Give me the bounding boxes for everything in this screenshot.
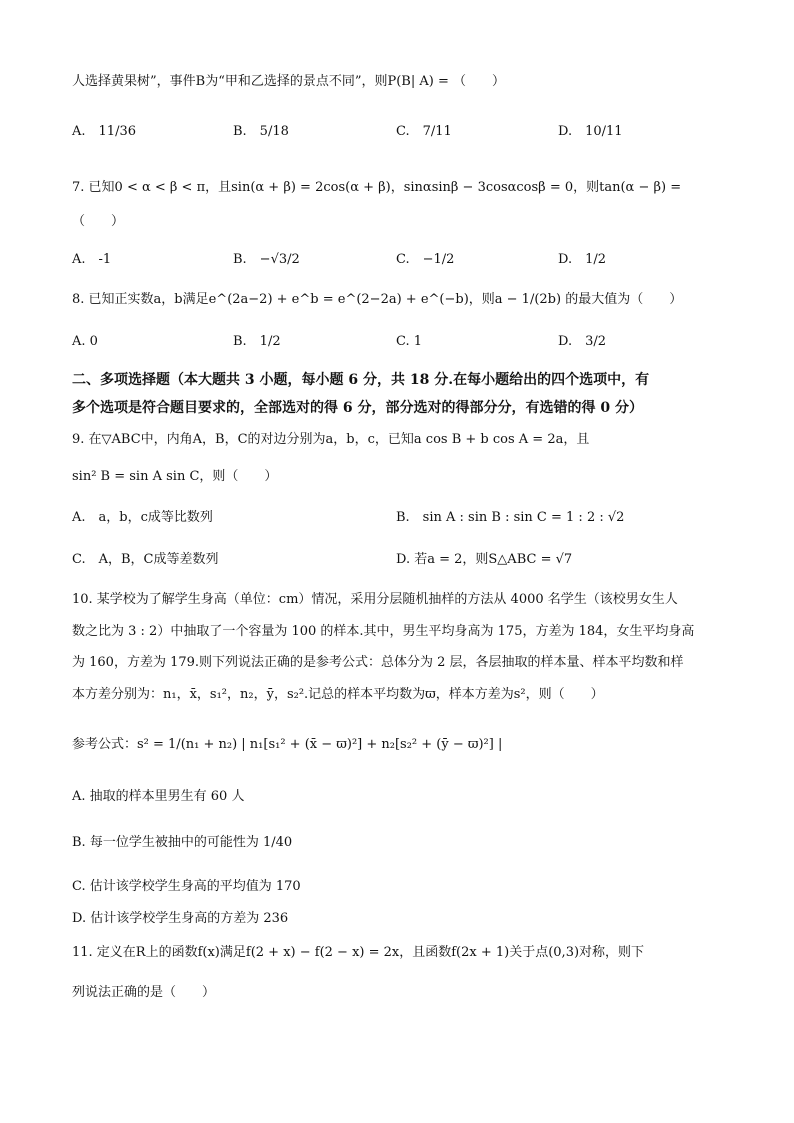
- q9-stem-line2: sin² B = sin A sin C，则（ ）: [72, 469, 278, 484]
- q7-option-b: B. −√3/2: [233, 252, 300, 267]
- q9-stem-line1: 9. 在▽ABC中，内角A，B，C的对边分别为a，b，c，已知a cos B + b cos A = 2a，且: [72, 432, 590, 447]
- q8-stem: 8. 已知正实数a，b满足e^(2a−2) + e^b = e^(2−2a) + e^(−b)，则a − 1/(2b) 的最大值为（ ）: [72, 292, 683, 307]
- q9-option-d: D. 若a = 2，则S△ABC = √7: [396, 552, 573, 567]
- q8-option-d: D. 3/2: [558, 334, 607, 349]
- q7-stem: 7. 已知0 < α < β < π，且sin(α + β) = 2cos(α + β)，sinαsinβ − 3cosαcosβ = 0，则tan(α − β) =: [72, 180, 682, 195]
- q10-stem-line4: 本方差分别为：n₁，x̄，s₁²，n₂，ȳ，s₂².记总的样本平均数为ϖ，样本方差为s²，则（ ）: [72, 687, 604, 702]
- q8-option-a: A. 0: [72, 334, 98, 349]
- q11-stem-line2: 列说法正确的是（ ）: [72, 985, 216, 1000]
- q9-option-b: B. sin A : sin B : sin C = 1 : 2 : √2: [396, 510, 625, 525]
- section2-heading-line2: 多个选项是符合题目要求的，全部选对的得 6 分，部分选对的得部分分，有选错的得 0 分）: [72, 400, 643, 416]
- section2-heading-line1: 二、多项选择题（本大题共 3 小题，每小题 6 分，共 18 分.在每小题给出的四个选项中，有: [72, 372, 650, 388]
- q10-stem-line1: 10. 某学校为了解学生身高（单位：cm）情况，采用分层随机抽样的方法从 4000 名学生（该校男女生人: [72, 592, 678, 607]
- q6-stem-tail: 人选择黄果树”，事件B为“甲和乙选择的景点不同”，则P(B| A) = （ ）: [72, 74, 505, 89]
- q10-stem-line2: 数之比为 3 : 2）中抽取了一个容量为 100 的样本.其中，男生平均身高为 175，方差为 184，女生平均身高: [72, 624, 695, 639]
- q11-stem-line1: 11. 定义在R上的函数f(x)满足f(2 + x) − f(2 − x) = 2x，且函数f(2x + 1)关于点(0,3)对称，则下: [72, 945, 645, 960]
- q10-option-a: A. 抽取的样本里男生有 60 人: [72, 789, 245, 804]
- q9-option-c: C. A，B，C成等差数列: [72, 552, 219, 567]
- q10-option-b: B. 每一位学生被抽中的可能性为 1/40: [72, 835, 293, 850]
- q6-option-b: B. 5/18: [233, 124, 289, 139]
- q9-option-a: A. a，b，c成等比数列: [72, 510, 213, 525]
- q10-option-d: D. 估计该学校学生身高的方差为 236: [72, 911, 289, 926]
- q7-option-a: A. -1: [72, 252, 112, 267]
- q8-option-b: B. 1/2: [233, 334, 281, 349]
- q7-stem-cont: （ ）: [72, 214, 125, 229]
- q10-formula: 参考公式：s² = 1/(n₁ + n₂) | n₁[s₁² + (x̄ − ϖ)²] + n₂[s₂² + (ȳ − ϖ)²] |: [72, 737, 503, 752]
- q7-option-c: C. −1/2: [396, 252, 455, 267]
- q6-option-a: A. 11/36: [72, 124, 136, 139]
- q6-option-d: D. 10/11: [558, 124, 623, 139]
- q7-option-d: D. 1/2: [558, 252, 607, 267]
- q8-option-c: C. 1: [396, 334, 423, 349]
- q10-stem-line3: 为 160，方差为 179.则下列说法正确的是参考公式：总体分为 2 层，各层抽取的样本量、样本平均数和样: [72, 655, 684, 670]
- q6-option-c: C. 7/11: [396, 124, 452, 139]
- q10-option-c: C. 估计该学校学生身高的平均值为 170: [72, 879, 301, 894]
